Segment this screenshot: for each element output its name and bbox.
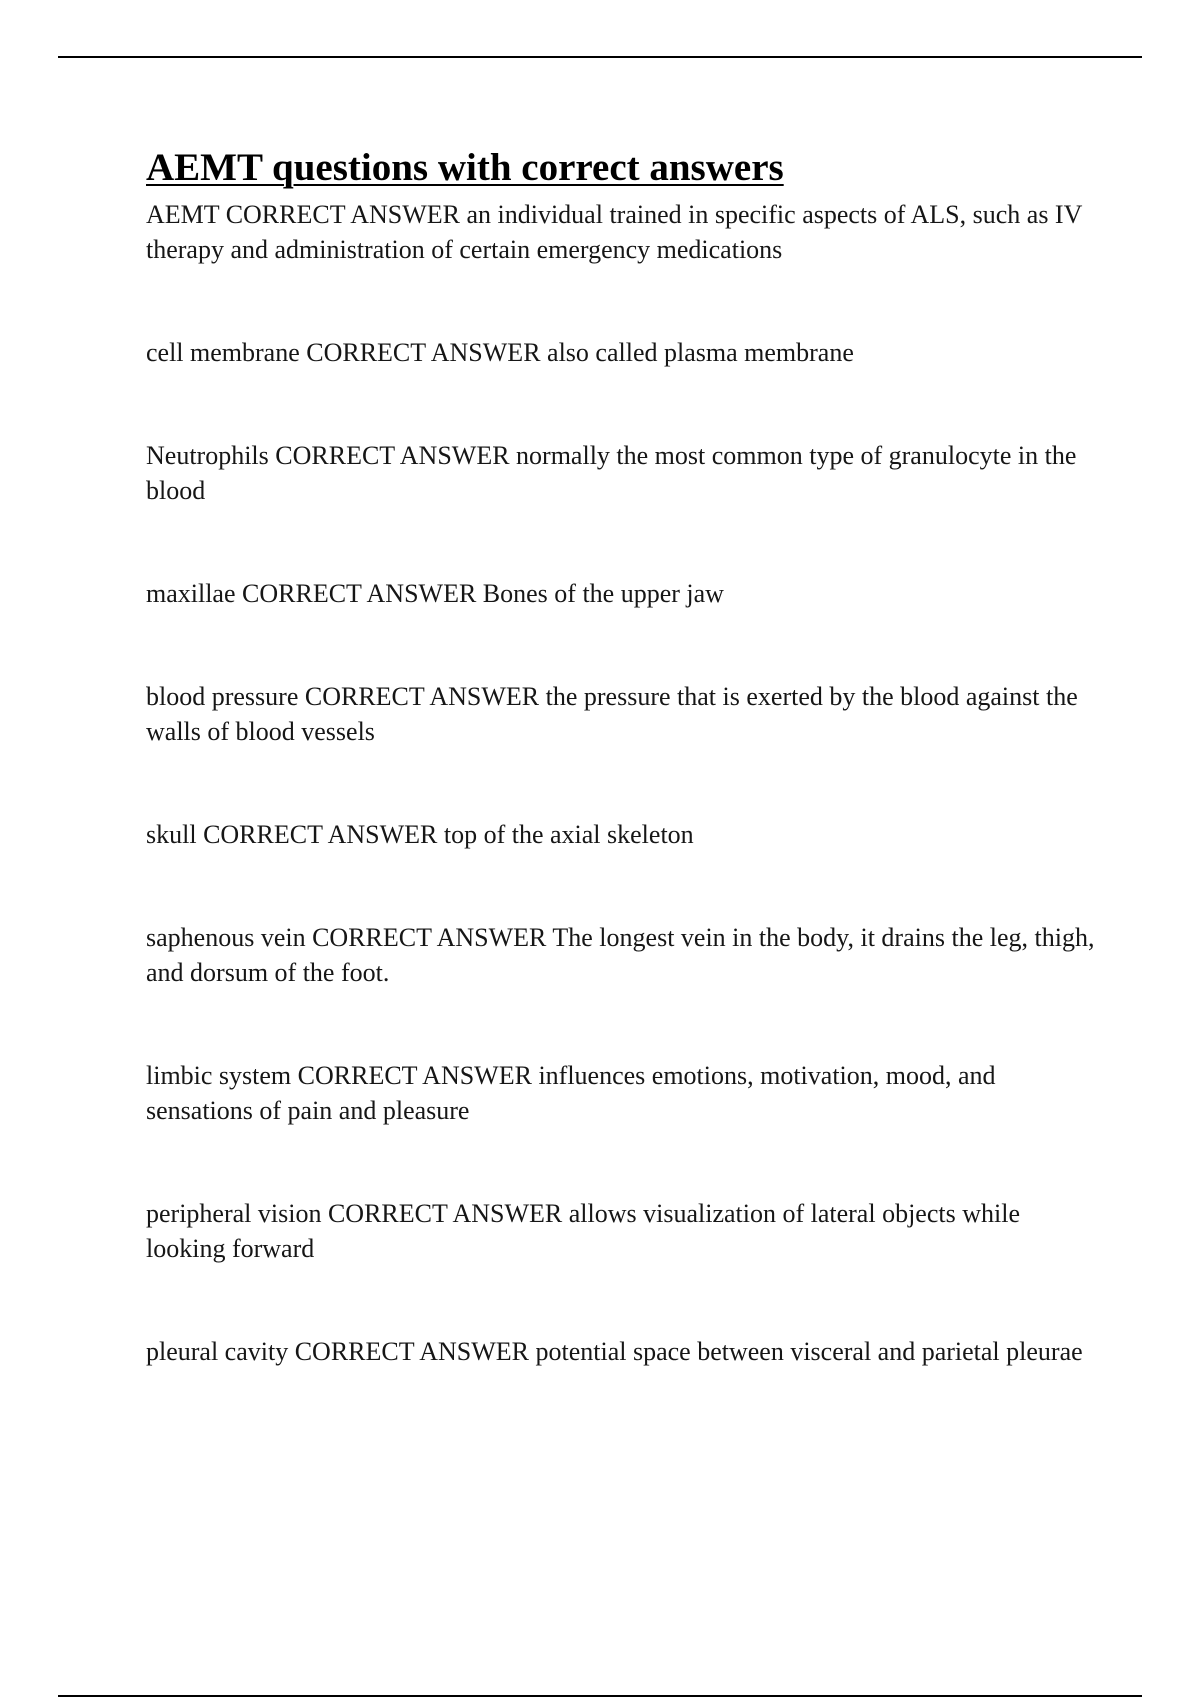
qa-item: maxillae CORRECT ANSWER Bones of the upper jaw <box>146 579 724 608</box>
qa-item: skull CORRECT ANSWER top of the axial skeleton <box>146 820 694 849</box>
top-divider <box>58 56 1142 58</box>
qa-item: limbic system CORRECT ANSWER influences emotions, motivation, mood, and sensations of pain and pleasure <box>146 1061 996 1125</box>
document-title: AEMT questions with correct answers <box>146 146 784 189</box>
bottom-divider <box>58 1695 1142 1697</box>
qa-item: Neutrophils CORRECT ANSWER normally the most common type of granulocyte in the blood <box>146 441 1077 505</box>
qa-item: peripheral vision CORRECT ANSWER allows visualization of lateral objects while looking forward <box>146 1199 1020 1263</box>
qa-item: pleural cavity CORRECT ANSWER potential space between visceral and parietal pleurae <box>146 1337 1083 1366</box>
qa-item: AEMT CORRECT ANSWER an individual trained in specific aspects of ALS, such as IV therapy and administration of certain emergency medications <box>146 200 1082 264</box>
qa-list <box>146 197 1096 1369</box>
qa-item: saphenous vein CORRECT ANSWER The longest vein in the body, it drains the leg, thigh, and dorsum of the foot. <box>146 923 1095 987</box>
qa-item: cell membrane CORRECT ANSWER also called plasma membrane <box>146 338 854 367</box>
qa-item: blood pressure CORRECT ANSWER the pressure that is exerted by the blood against the walls of blood vessels <box>146 682 1078 746</box>
document-content <box>146 144 1096 1437</box>
